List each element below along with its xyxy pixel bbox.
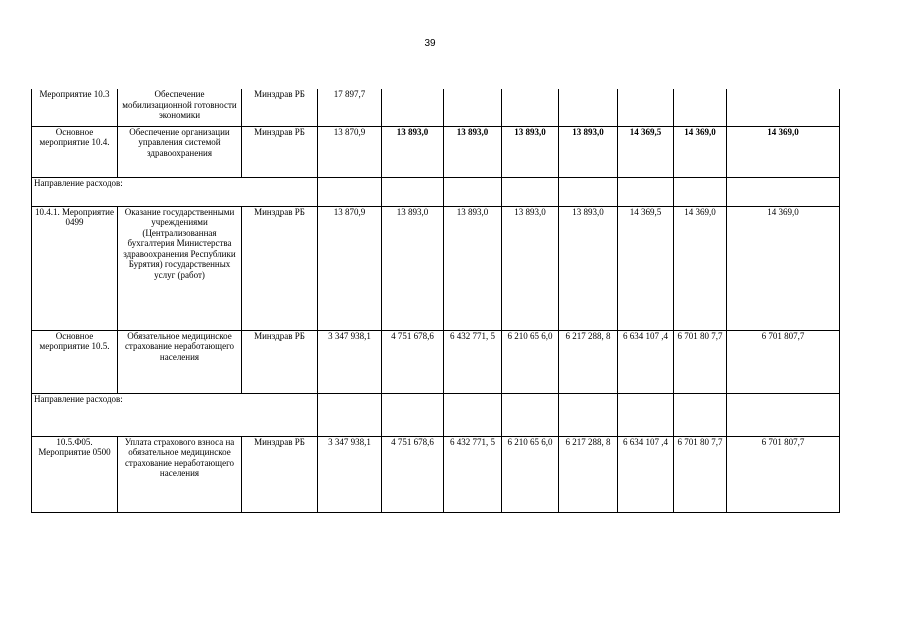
- table-row: [32, 206, 840, 330]
- value-cell: 6 432 771, 5: [444, 330, 502, 393]
- value-cell: 13 893,0: [559, 126, 618, 177]
- value-cell: 13 870,9: [318, 126, 382, 177]
- empty-cell: [727, 393, 840, 436]
- row-code: Основное мероприятие 10.4.: [32, 126, 118, 177]
- value-cell: 14 369,0: [674, 126, 727, 177]
- value-cell: 13 893,0: [382, 206, 444, 330]
- row-name: Оказание государственными учреждениями (Централизованная бухгалтерия Министерства здравоохранения Республики Бурятия) государственных услуг (работ): [118, 206, 242, 330]
- value-cell: 6 701 80 7,7: [674, 330, 727, 393]
- table-row: [32, 393, 840, 436]
- empty-cell: [674, 177, 727, 206]
- value-cell: 13 893,0: [444, 126, 502, 177]
- empty-cell: [382, 393, 444, 436]
- value-cell: 14 369,0: [727, 126, 840, 177]
- table-row: [32, 89, 840, 126]
- row-executor: Минздрав РБ: [242, 436, 318, 512]
- empty-cell: [382, 177, 444, 206]
- value-cell: 13 893,0: [502, 126, 559, 177]
- row-name: Уплата страхового взноса на обязательное медицинское страхование неработающего населения: [118, 436, 242, 512]
- empty-cell: [502, 177, 559, 206]
- value-cell: 4 751 678,6: [382, 436, 444, 512]
- value-cell: 13 893,0: [502, 206, 559, 330]
- row-executor: Минздрав РБ: [242, 330, 318, 393]
- value-cell: 14 369,5: [618, 206, 674, 330]
- table-row: [32, 330, 840, 393]
- row-name: Обязательное медицинское страхование неработающего населения: [118, 330, 242, 393]
- value-cell: 13 893,0: [382, 126, 444, 177]
- value-cell: 6 701 807,7: [727, 330, 840, 393]
- row-name: Обеспечение организации управления системой здравоохранения: [118, 126, 242, 177]
- empty-cell: [318, 177, 382, 206]
- value-cell: [502, 89, 559, 126]
- value-cell: 6 217 288, 8: [559, 330, 618, 393]
- empty-cell: [318, 393, 382, 436]
- empty-cell: [618, 393, 674, 436]
- value-cell: 6 634 107 ,4: [618, 436, 674, 512]
- empty-cell: [559, 177, 618, 206]
- value-cell: 14 369,0: [727, 206, 840, 330]
- value-cell: [674, 89, 727, 126]
- value-cell: 14 369,0: [674, 206, 727, 330]
- table-row: [32, 436, 840, 512]
- value-cell: 6 210 65 6,0: [502, 436, 559, 512]
- empty-cell: [502, 393, 559, 436]
- value-cell: [382, 89, 444, 126]
- value-cell: 3 347 938,1: [318, 330, 382, 393]
- empty-cell: [674, 393, 727, 436]
- direction-label: Направление расходов:: [32, 177, 318, 206]
- value-cell: 17 897,7: [318, 89, 382, 126]
- value-cell: [618, 89, 674, 126]
- empty-cell: [559, 393, 618, 436]
- value-cell: 13 893,0: [559, 206, 618, 330]
- empty-cell: [444, 393, 502, 436]
- value-cell: 6 701 807,7: [727, 436, 840, 512]
- empty-cell: [444, 177, 502, 206]
- row-executor: Минздрав РБ: [242, 206, 318, 330]
- direction-label: Направление расходов:: [32, 393, 318, 436]
- table-row: [32, 126, 840, 177]
- value-cell: 6 701 80 7,7: [674, 436, 727, 512]
- budget-table: [31, 89, 840, 513]
- row-code: Основное мероприятие 10.5.: [32, 330, 118, 393]
- value-cell: 6 634 107 ,4: [618, 330, 674, 393]
- row-code: Мероприятие 10.3: [32, 89, 118, 126]
- value-cell: 13 893,0: [444, 206, 502, 330]
- value-cell: 6 217 288, 8: [559, 436, 618, 512]
- value-cell: [444, 89, 502, 126]
- value-cell: [559, 89, 618, 126]
- empty-cell: [727, 177, 840, 206]
- row-code: 10.4.1. Мероприятие 0499: [32, 206, 118, 330]
- value-cell: 3 347 938,1: [318, 436, 382, 512]
- empty-cell: [618, 177, 674, 206]
- value-cell: 13 870,9: [318, 206, 382, 330]
- row-name: Обеспечение мобилизационной готовности экономики: [118, 89, 242, 126]
- row-code: 10.5.Ф05. Мероприятие 0500: [32, 436, 118, 512]
- row-executor: Минздрав РБ: [242, 126, 318, 177]
- value-cell: 6 210 65 6,0: [502, 330, 559, 393]
- table-row: [32, 177, 840, 206]
- page-number: 39: [424, 38, 436, 49]
- value-cell: [727, 89, 840, 126]
- row-executor: Минздрав РБ: [242, 89, 318, 126]
- value-cell: 4 751 678,6: [382, 330, 444, 393]
- value-cell: 6 432 771, 5: [444, 436, 502, 512]
- value-cell: 14 369,5: [618, 126, 674, 177]
